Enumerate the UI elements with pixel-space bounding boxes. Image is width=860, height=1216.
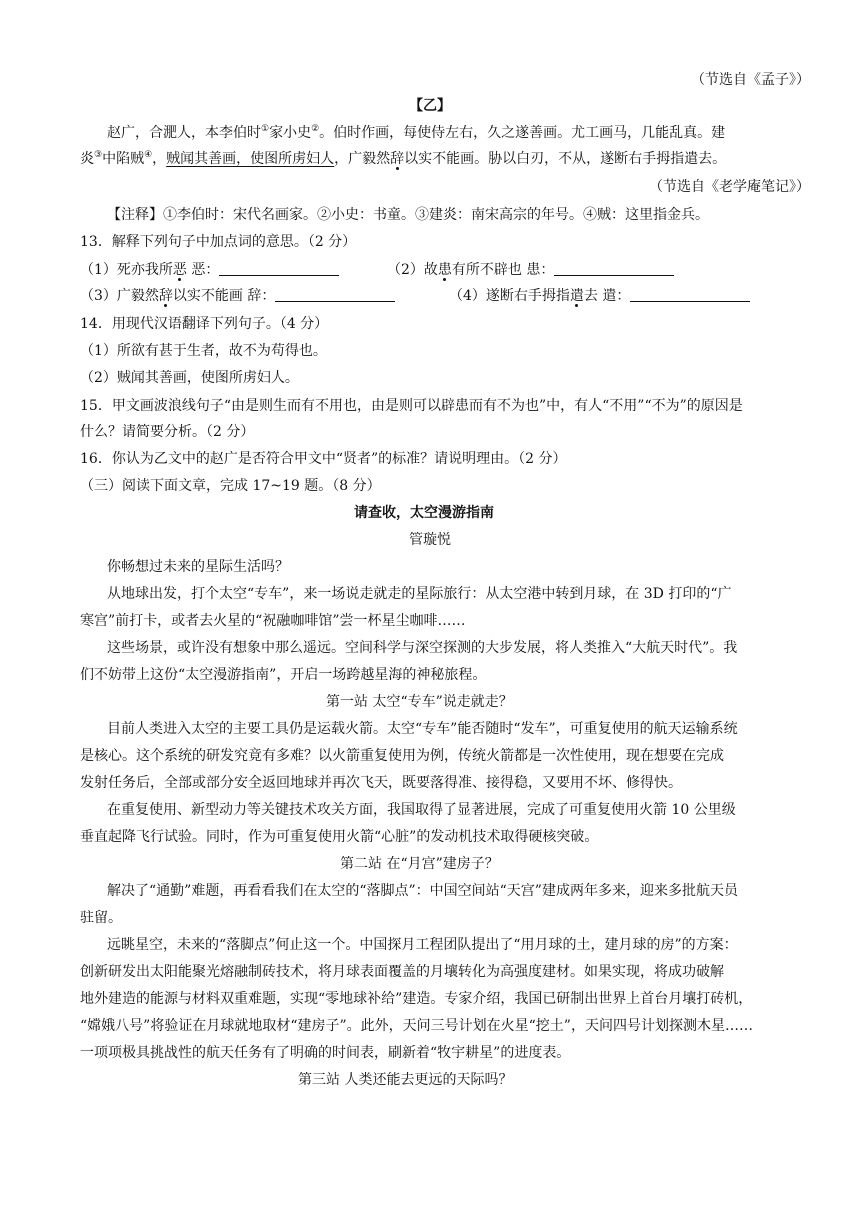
yi-text: 赵广，合淝人，本李伯时	[107, 125, 261, 141]
answer-blank[interactable]	[275, 287, 395, 302]
dotted-word: 遣	[569, 288, 584, 304]
article-author: 管璇悦	[409, 532, 451, 548]
q13-stem: 13．解释下列句子中加点词的意思。（2 分）	[80, 234, 357, 250]
yi-text: 中陷贼	[102, 151, 145, 167]
yi-notes: 【注释】①李伯时：宋代名画家。②小史：书童。③建炎：南宋高宗的年号。④贼：这里指金兵。	[107, 207, 709, 223]
article-paragraph: “嫦娥八号”将验证在月球就地取材“建房子”。此外，天问三号计划在火星“挖土”，天问四号计划探测木星……	[80, 1018, 753, 1034]
underlined-sentence: 贼闻其善画，使图所虏妇人	[166, 151, 335, 167]
q14-sentence-2: （2）贼闻其善画，使图所虏妇人。	[80, 370, 299, 386]
article-paragraph: 发射任务后，全部或部分安全返回地球并再次飞天，既要落得准、接得稳，又要用不坏、修得快。	[80, 775, 682, 791]
dotted-word: 辞	[158, 288, 173, 304]
answer-blank[interactable]	[554, 261, 674, 276]
yi-text: ，	[152, 151, 167, 167]
note-marker: ④	[144, 150, 153, 160]
q13-item-4	[449, 286, 750, 306]
article-paragraph: 远眺星空，未来的“落脚点”何止这一个。中国探月工程团队提出了“用月球的土，建月球的房”的方案：	[107, 937, 738, 953]
yi-text: 炎	[80, 151, 94, 167]
yi-text: ，广毅然	[334, 151, 391, 167]
q15-line-1: 15．甲文画波浪线句子“由是则生而有不用也，由是则可以辟患而有不为也”中，有人“不用”“不为”的原因是	[80, 398, 743, 414]
note-marker: ③	[94, 150, 103, 160]
answer-blank[interactable]	[219, 261, 339, 276]
q15-line-2: 什么？请简要分析。（2 分）	[80, 424, 255, 440]
answer-blank[interactable]	[630, 287, 750, 302]
q13-item-2	[387, 260, 674, 280]
q-text: （3）广毅然	[80, 288, 159, 304]
article-title: 请查收，太空漫游指南	[354, 505, 494, 521]
article-paragraph: 们不妨带上这份“太空漫游指南”，开启一场跨越星海的神秘旅程。	[80, 667, 487, 683]
q-text: （2）故	[387, 262, 438, 278]
note-marker: ①	[261, 124, 270, 134]
article-paragraph: 这些场景，或许没有想象中那么遥远。空间科学与深空探测的大步发展，将人类推入“大航天时代”。我	[107, 640, 738, 656]
yi-paragraph-line-1	[107, 123, 725, 143]
q-text: （4）遂断右手拇指	[449, 288, 570, 304]
q-text: 恶：	[186, 262, 220, 278]
section-heading-2: 第二站 在“月宫”建房子？	[340, 856, 499, 872]
section-yi-title: 【乙】	[409, 98, 451, 114]
q-text: 以实不能画 辞：	[172, 288, 276, 304]
part3-instruction: （三）阅读下面文章，完成 17~19 题。（8 分）	[80, 478, 381, 494]
source-mengzi: （节选自《孟子》）	[691, 72, 810, 88]
article-paragraph: 解决了“通勤”难题，再看看我们在太空的“落脚点”：中国空间站“天宫”建成两年多来，迎来多批航天员	[107, 883, 738, 899]
article-paragraph: 从地球出发，打个太空“专车”，来一场说走就走的星际旅行：从太空港中转到月球，在 3D 打印的“广	[107, 586, 732, 602]
article-paragraph: 是核心。这个系统的研发究竟有多难？以火箭重复使用为例，传统火箭都是一次性使用，现在想要在完成	[80, 748, 724, 764]
q13-item-3	[80, 286, 395, 306]
q-text: 有所不辟也 患：	[451, 262, 555, 278]
q14-stem: 14．用现代汉语翻译下列句子。（4 分）	[80, 316, 329, 332]
article-paragraph: 垂直起降飞行试验。同时，作为可重复使用火箭“心脏”的发动机技术取得硬核突破。	[80, 829, 599, 845]
article-paragraph: 目前人类进入太空的主要工具仍是运载火箭。太空“专车”能否随时“发车”，可重复使用的航天运输系统	[107, 721, 738, 737]
section-heading-3: 第三站 人类还能去更远的天际吗？	[298, 1072, 513, 1088]
yi-text: 家小史	[269, 125, 312, 141]
q16: 16．你认为乙文中的赵广是否符合甲文中“贤者”的标准？请说明理由。（2 分）	[80, 451, 567, 467]
yi-paragraph-line-2	[80, 149, 726, 169]
q13-item-1	[80, 260, 339, 280]
article-paragraph: 寒宫”前打卡，或者去火星的“祝融咖啡馆”尝一杯星尘咖啡……	[80, 613, 466, 629]
article-paragraph: 你畅想过未来的星际生活吗？	[107, 559, 289, 575]
article-paragraph: 驻留。	[80, 910, 122, 926]
section-heading-1: 第一站 太空“专车”说走就走？	[326, 694, 513, 710]
q-text: 去 遣：	[583, 288, 631, 304]
q-text: （1）死亦我所	[80, 262, 173, 278]
dotted-word: 恶	[172, 262, 187, 278]
note-marker: ②	[311, 124, 320, 134]
article-paragraph: 一项项极具挑战性的航天任务有了明确的时间表，刷新着“牧宇耕星”的进度表。	[80, 1045, 571, 1061]
article-paragraph: 创新研发出太阳能聚光熔融制砖技术，将月球表面覆盖的月壤转化为高强度建材。如果实现，将成功破解	[80, 964, 724, 980]
article-paragraph: 在重复使用、新型动力等关键技术攻关方面，我国取得了显著进展，完成了可重复使用火箭 10 公里级	[107, 802, 736, 818]
q14-sentence-1: （1）所欲有甚于生者，故不为苟得也。	[80, 343, 327, 359]
dotted-word: 辞	[390, 151, 405, 167]
source-laoxue: （节选自《老学庵笔记》）	[649, 179, 810, 195]
yi-text: 。伯时作画，每使侍左右，久之遂善画。尤工画马，几能乱真。建	[319, 125, 726, 141]
dotted-word: 患	[437, 262, 452, 278]
article-paragraph: 地外建造的能源与材料双重难题，实现“零地球补给”建造。专家介绍，我国已研制出世界上首台月壤打砖机，	[80, 991, 753, 1007]
yi-text: 以实不能画。胁以白刃，不从，遂断右手拇指遣去。	[404, 151, 727, 167]
